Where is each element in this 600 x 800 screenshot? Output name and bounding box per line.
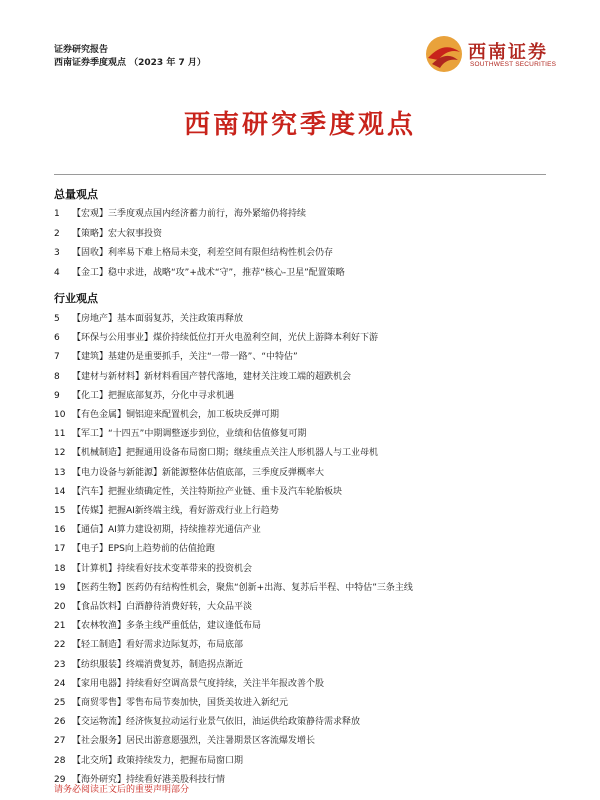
toc-item-number: 22: [54, 640, 66, 651]
toc-item-text: 【家用电器】持续看好空调高景气度持续，关注半年报改善个股: [72, 678, 325, 689]
toc-item-number: 26: [54, 717, 66, 728]
toc-item[interactable]: [54, 425, 554, 443]
toc-item[interactable]: [54, 560, 554, 578]
toc-item[interactable]: [54, 598, 554, 616]
toc-item[interactable]: [54, 244, 554, 262]
toc-item[interactable]: [54, 310, 554, 328]
toc-item-text: 【机械制造】把握通用设备布局窗口期；继续重点关注人形机器人与工业母机: [72, 448, 379, 459]
toc-item[interactable]: [54, 348, 554, 366]
toc-item-number: 10: [54, 410, 66, 420]
logo-name-en: SOUTHWEST SECURITIES: [470, 61, 557, 68]
toc-item-number: 1: [54, 209, 60, 219]
report-header: [54, 44, 206, 70]
toc-item-text: 【环保与公用事业】煤价持续低位打开火电盈利空间，光伏上游降本利好下游: [72, 333, 379, 344]
toc-item-text: 【海外研究】持续看好港美股科技行情: [72, 774, 226, 785]
report-series: 西南证券季度观点 （2023 年 7 月）: [54, 58, 206, 68]
toc-item-number: 28: [54, 755, 66, 766]
toc-item-text: 【纺织服装】终端消费复苏，制造拐点渐近: [72, 659, 244, 670]
toc-item[interactable]: [54, 329, 554, 347]
toc-item[interactable]: [54, 444, 554, 462]
toc-item-text: 【建材与新材料】新材料看国产替代落地，建材关注竣工端的超跌机会: [72, 371, 352, 382]
toc-item-text: 【交运物流】经济恢复拉动运行业景气依旧，油运供给政策静待需求释放: [72, 717, 361, 728]
toc-item-text: 【社会服务】居民出游意愿强烈，关注暑期景区客流爆发增长: [72, 736, 316, 747]
toc-item-number: 8: [54, 371, 60, 382]
toc-item[interactable]: [54, 225, 554, 243]
toc-item[interactable]: [54, 713, 554, 731]
toc-item[interactable]: [54, 732, 554, 750]
toc-item-text: 【商贸零售】零售布局节奏加快，国货美妆进入新纪元: [72, 698, 289, 708]
toc-item[interactable]: [54, 264, 554, 282]
toc-item-text: 【计算机】持续看好技术变革带来的投资机会: [72, 563, 253, 574]
toc-item-number: 2: [54, 228, 60, 239]
toc-item-number: 3: [54, 248, 60, 259]
toc-item-text: 【北交所】政策持续发力，把握布局窗口期: [72, 755, 244, 766]
toc-item[interactable]: [54, 540, 554, 558]
disclaimer-footer: 请务必阅读正文后的重要声明部分: [54, 785, 190, 795]
section-heading-industry: 行业观点: [54, 292, 98, 305]
toc-item[interactable]: [54, 656, 554, 674]
toc-item[interactable]: [54, 464, 554, 482]
toc-item-text: 【医药生物】医药仍有结构性机会，聚焦“创新+出海、复苏后半程、中特估”三条主线: [72, 582, 413, 593]
toc-item-number: 13: [54, 467, 66, 478]
toc-item[interactable]: [54, 406, 554, 424]
toc-item[interactable]: [54, 521, 554, 539]
toc-item-text: 【通信】AI算力建设初期，持续推荐光通信产业: [72, 525, 261, 536]
toc-item-number: 21: [54, 621, 66, 632]
company-logo: [424, 34, 574, 74]
toc-item-text: 【电子】EPS向上趋势前的估值抢跑: [72, 544, 215, 555]
toc-item-number: 27: [54, 736, 66, 747]
toc-item-text: 【房地产】基本面弱复苏，关注政策再释放: [72, 314, 244, 324]
toc-item-text: 【汽车】把握业绩确定性，关注特斯拉产业链、重卡及汽车轮胎板块: [72, 486, 343, 497]
toc-item-text: 【有色金属】铜铝迎来配置机会，加工板块反弹可期: [72, 410, 280, 420]
toc-item-text: 【食品饮料】白酒静待消费好转，大众品平淡: [72, 602, 253, 612]
toc-item-number: 17: [54, 544, 66, 555]
toc-item-number: 14: [54, 486, 66, 497]
toc-item-text: 【农林牧渔】多条主线严重低估，建议逢低布局: [72, 621, 262, 632]
toc-item-text: 【传媒】把握AI新终端主线，看好游戏行业上行趋势: [72, 506, 279, 516]
toc-item-number: 20: [54, 602, 66, 612]
toc-item-number: 12: [54, 448, 66, 459]
southwest-securities-logo-icon: [424, 34, 464, 74]
section-heading-macro: 总量观点: [54, 188, 98, 201]
toc-item[interactable]: [54, 483, 554, 501]
toc-item[interactable]: [54, 636, 554, 654]
toc-item-number: 4: [54, 268, 60, 279]
toc-item-text: 【电力设备与新能源】新能源整体估值底部，三季度反弹概率大: [72, 467, 325, 478]
report-type: 证券研究报告: [54, 45, 109, 55]
toc-item-number: 5: [54, 314, 60, 324]
toc-item-number: 9: [54, 390, 60, 401]
toc-item[interactable]: [54, 387, 554, 405]
toc-item-text: 【宏观】三季度观点国内经济蓄力前行，海外紧缩仍将持续: [72, 209, 307, 219]
toc-item[interactable]: [54, 579, 554, 597]
toc-item-text: 【军工】“十四五”中期调整逐步到位，业绩和估值修复可期: [72, 429, 307, 440]
toc-item-text: 【策略】宏大叙事投资: [72, 228, 163, 239]
title-divider: [54, 174, 546, 175]
toc-item-number: 18: [54, 563, 66, 574]
toc-item-text: 【金工】稳中求进，战略“攻”+战术“守”，推荐“核心-卫星”配置策略: [72, 268, 345, 279]
toc-item-text: 【固收】利率易下难上格局未变，利差空间有限但结构性机会仍存: [72, 248, 334, 259]
toc-item[interactable]: [54, 502, 554, 520]
toc-item-number: 23: [54, 659, 66, 670]
page-title: 西南研究季度观点: [183, 110, 416, 140]
toc-item-number: 7: [54, 352, 60, 363]
toc-item-number: 16: [54, 525, 66, 536]
toc-item[interactable]: [54, 368, 554, 386]
toc-item[interactable]: [54, 617, 554, 635]
toc-item[interactable]: [54, 752, 554, 770]
toc-item-number: 29: [54, 774, 66, 785]
toc-item-text: 【化工】把握底部复苏，分化中寻求机遇: [72, 390, 235, 401]
toc-item-number: 19: [54, 582, 66, 593]
toc-item[interactable]: [54, 694, 554, 712]
toc-item-number: 6: [54, 333, 60, 344]
toc-item-text: 【轻工制造】看好需求边际复苏，布局底部: [72, 640, 244, 651]
toc-item-text: 【建筑】基建仍是重要抓手，关注“一带一路”、“中特估”: [72, 352, 298, 363]
logo-name-cn: 西南证券: [468, 42, 548, 63]
toc-item-number: 24: [54, 678, 66, 689]
toc-item-number: 11: [54, 429, 66, 440]
toc-item[interactable]: [54, 675, 554, 693]
toc-item-number: 25: [54, 698, 66, 708]
toc-item-number: 15: [54, 506, 66, 516]
toc-item[interactable]: [54, 205, 554, 223]
